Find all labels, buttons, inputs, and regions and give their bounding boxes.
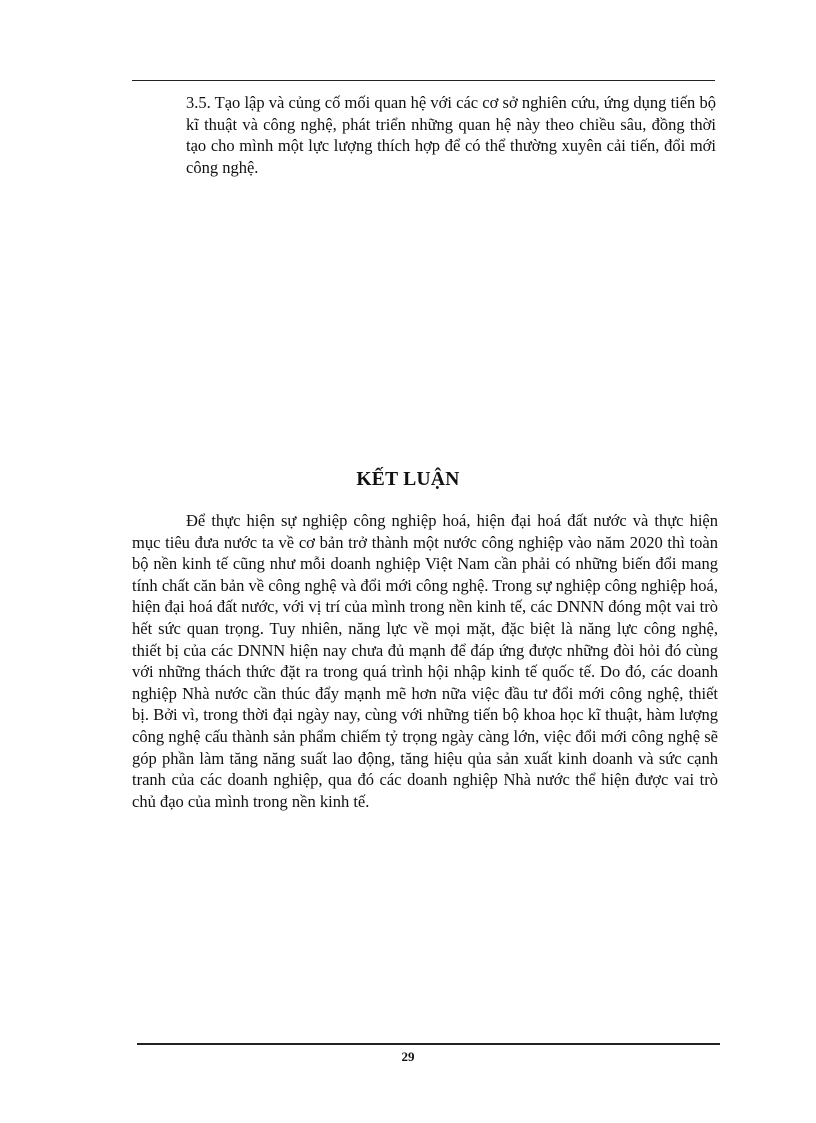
section-3-5-paragraph: 3.5. Tạo lập và củng cố mối quan hệ với các cơ sở nghiên cứu, ứng dụng tiến bộ kĩ thuật và công nghệ, phát triển những quan hệ này theo chiều sâu, đồng thời tạo cho mình một lực lượng thích hợp để có thể thường xuyên cải tiến, đổi mới công nghệ. <box>186 93 716 177</box>
header-divider <box>132 80 715 81</box>
footer-divider <box>137 1043 720 1045</box>
page-number: 29 <box>401 1049 415 1064</box>
conclusion-paragraph: Để thực hiện sự nghiệp công nghiệp hoá, hiện đại hoá đất nước và thực hiện mục tiêu đưa nước ta về cơ bản trở thành một nước công nghiệp vào năm 2020 thì toàn bộ nền kinh tế cũng như mỗi doanh nghiệp Việt Nam cần phải có những biến đổi mang tính chất căn bản về công nghệ và đổi mới công nghệ. Trong sự nghiệp công nghiệp hoá, hiện đại hoá đất nước, với vị trí của mình trong nền kinh tế, các DNNN đóng một vai trò hết sức quan trọng. Tuy nhiên, năng lực về mọi mặt, đặc biệt là năng lực công nghệ, thiết bị của các DNNN hiện nay chưa đủ mạnh để đáp ứng được những đòi hỏi đó cùng với những thách thức đặt ra trong quá trình hội nhập kinh tế quốc tế. Do đó, các doanh nghiệp Nhà nước cần thúc đẩy mạnh mẽ hơn nữa việc đầu tư đổi mới công nghệ, thiết bị. Bởi vì, trong thời đại ngày nay, cùng với những tiến bộ khoa học kĩ thuật, hàm lượng công nghệ cấu thành sản phẩm chiếm tỷ trọng ngày càng lớn, việc đổi mới công nghệ sẽ góp phần làm tăng năng suất lao động, tăng hiệu qủa sản xuất kinh doanh và sức cạnh tranh của các doanh nghiệp, qua đó các doanh nghiệp Nhà nước thể hiện được vai trò chủ đạo của mình trong nền kinh tế. <box>132 511 718 811</box>
conclusion-heading: KẾT LUẬN <box>356 469 460 490</box>
